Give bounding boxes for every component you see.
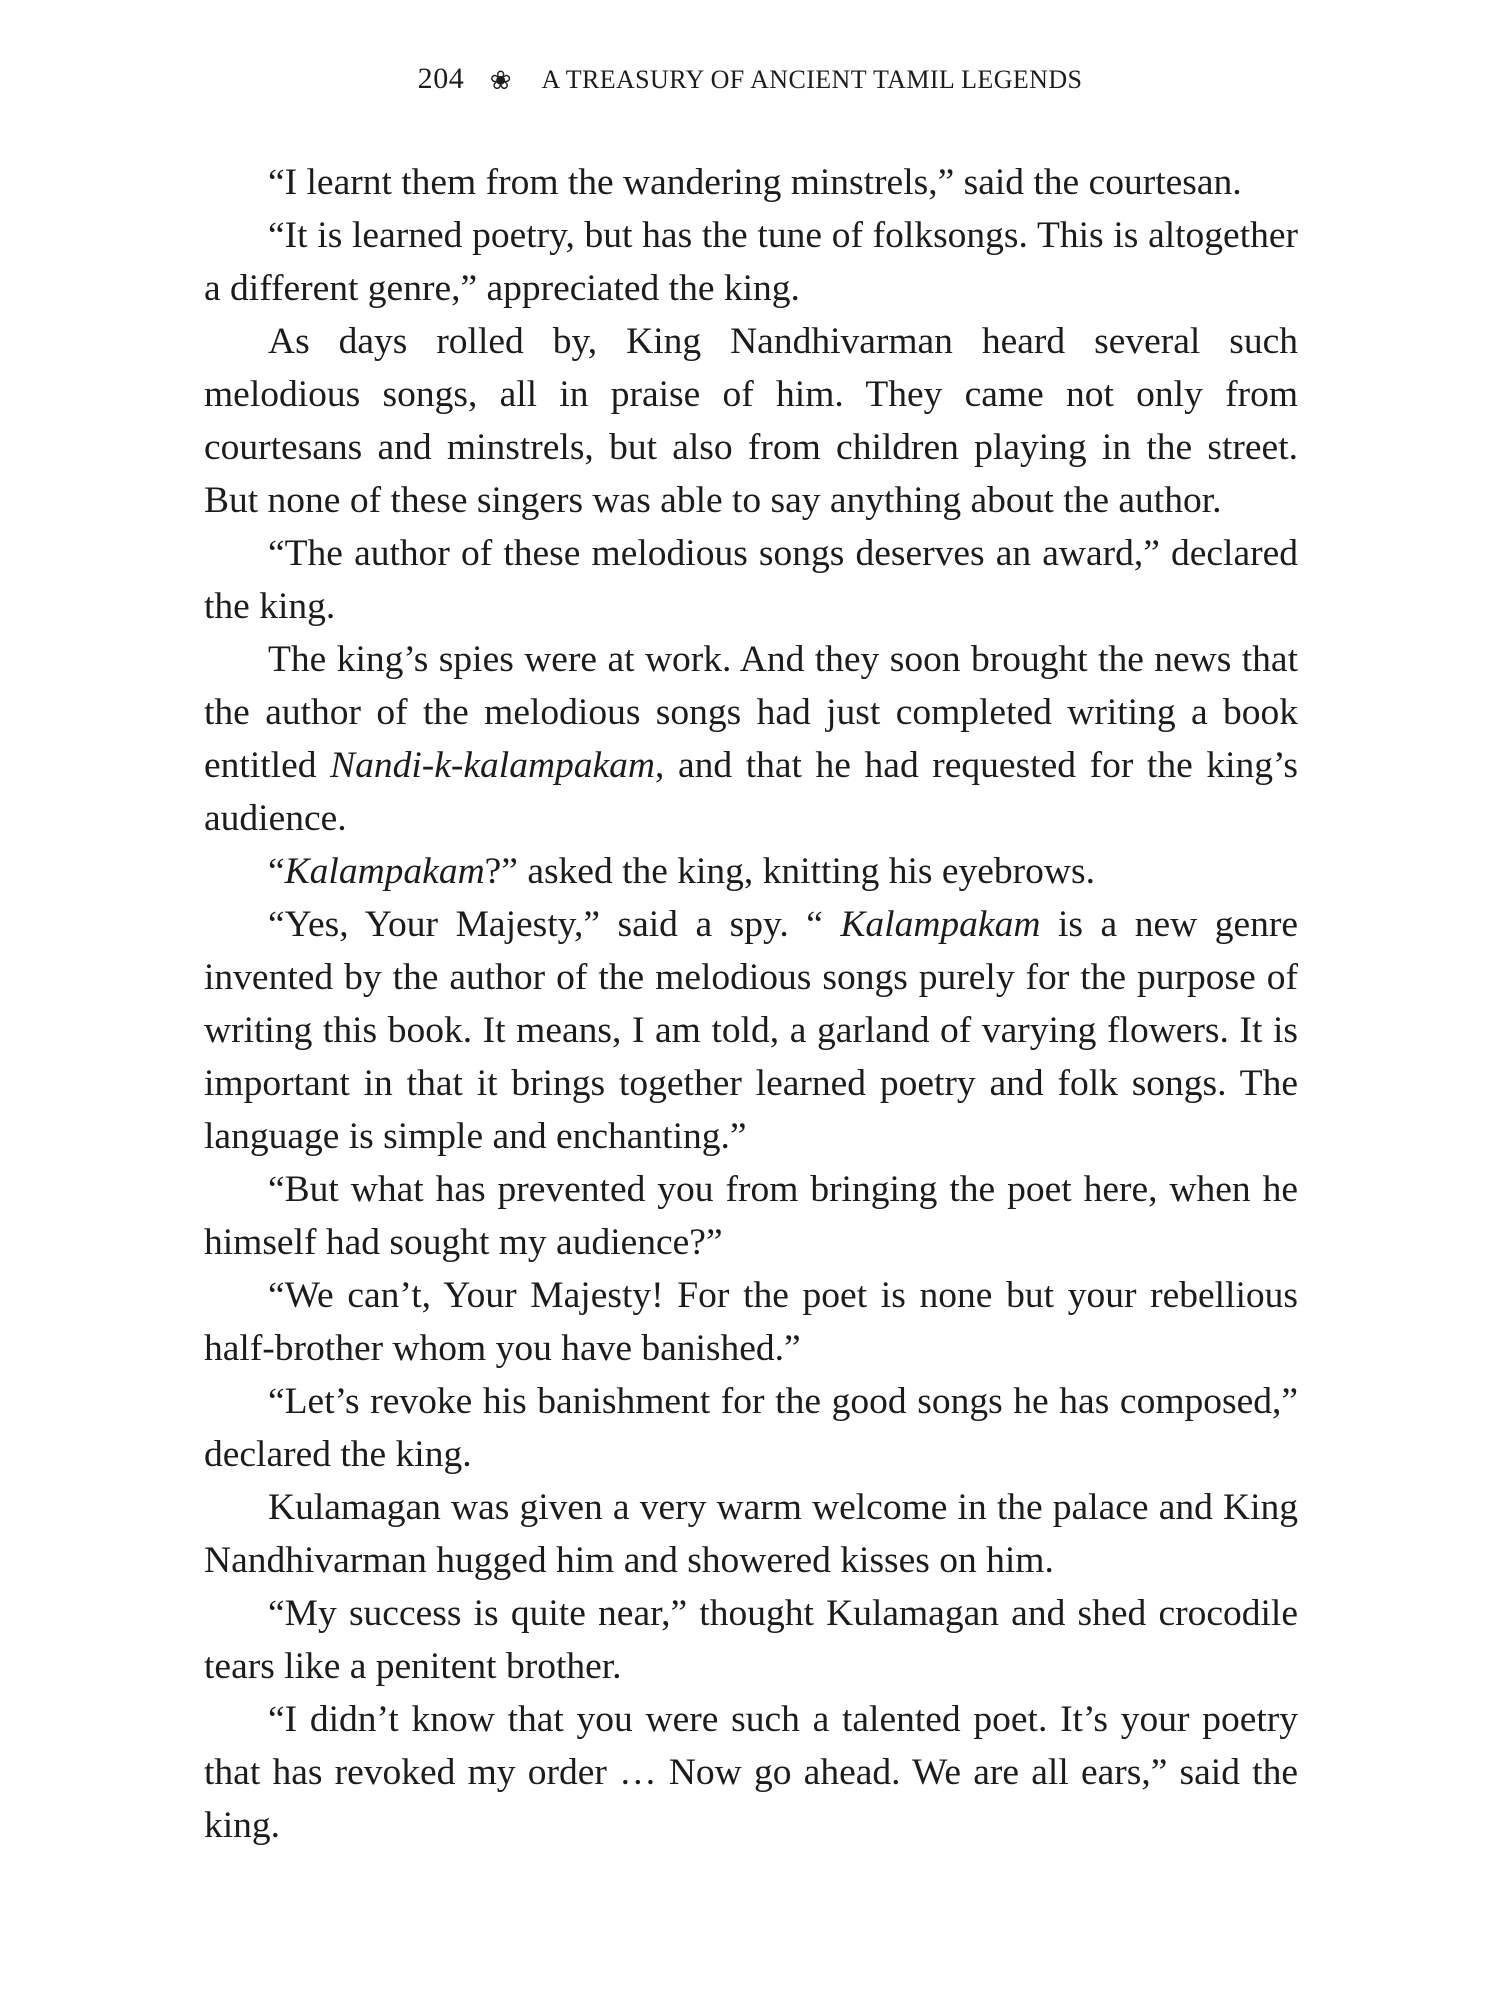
body-text	[204, 156, 1298, 1852]
paragraph-text: is a new genre invented by the author of the melodious songs purely for the purpose of writing this book. It means, I am told, a garland of varying flowers. It is important in that it brings together learned poetry and folk songs. The language is simple and enchanting.”	[204, 904, 1298, 1157]
paragraph-text: “Yes, Your Majesty,” said a spy. “	[268, 904, 841, 945]
paragraph	[204, 156, 1298, 209]
paragraph-text: The king’s spies were at work. And they soon brought the news that the author of the melodious songs had just completed writing a book entitled	[204, 639, 1298, 786]
paragraph-text: “It is learned poetry, but has the tune of folksongs. This is altogether a different genre,” appreciated the king.	[204, 215, 1298, 309]
paragraph	[204, 1587, 1298, 1693]
paragraph-text: “Let’s revoke his banishment for the good songs he has composed,” declared the king.	[204, 1381, 1298, 1475]
paragraph-text: ?” asked the king, knitting his eyebrows.	[484, 851, 1095, 892]
paragraph-text: “But what has prevented you from bringing the poet here, when he himself had sought my audience?”	[204, 1169, 1298, 1263]
italic-title-text: Kalampakam	[840, 904, 1041, 945]
paragraph	[204, 633, 1298, 845]
paragraph	[204, 1693, 1298, 1852]
paragraph	[204, 1163, 1298, 1269]
italic-title-text: Kalampakam	[284, 851, 485, 892]
paragraph-text: “My success is quite near,” thought Kulamagan and shed crocodile tears like a penitent brother.	[204, 1593, 1298, 1687]
paragraph	[204, 1375, 1298, 1481]
paragraph	[204, 527, 1298, 633]
flower-ornament-icon: ❀	[489, 66, 513, 95]
paragraph-text: “We can’t, Your Majesty! For the poet is none but your rebellious half-brother whom you have banished.”	[204, 1275, 1298, 1369]
paragraph-text: “	[268, 851, 285, 892]
italic-title-text: Nandi-k-kalampakam	[330, 745, 655, 786]
page-number: 204	[417, 62, 465, 95]
paragraph-text: “I learnt them from the wandering minstrels,” said the courtesan.	[268, 162, 1242, 203]
paragraph	[204, 209, 1298, 315]
book-title: A TREASURY OF ANCIENT TAMIL LEGENDS	[541, 65, 1083, 94]
paragraph	[204, 1481, 1298, 1587]
paragraph	[204, 845, 1298, 898]
paragraph	[204, 898, 1298, 1163]
running-header	[0, 62, 1500, 96]
paragraph-text: As days rolled by, King Nandhivarman heard several such melodious songs, all in praise of him. They came not only from courtesans and minstrels, but also from children playing in the street. But none of these singers was able to say anything about the author.	[204, 321, 1298, 521]
paragraph-text: , and that he had requested for the king’s audience.	[204, 745, 1298, 839]
paragraph	[204, 315, 1298, 527]
paragraph-text: “The author of these melodious songs deserves an award,” declared the king.	[204, 533, 1298, 627]
paragraph	[204, 1269, 1298, 1375]
paragraph-text: “I didn’t know that you were such a talented poet. It’s your poetry that has revoked my order … Now go ahead. We are all ears,” said the king.	[204, 1699, 1298, 1846]
paragraph-text: Kulamagan was given a very warm welcome in the palace and King Nandhivarman hugged him and showered kisses on him.	[204, 1487, 1298, 1581]
